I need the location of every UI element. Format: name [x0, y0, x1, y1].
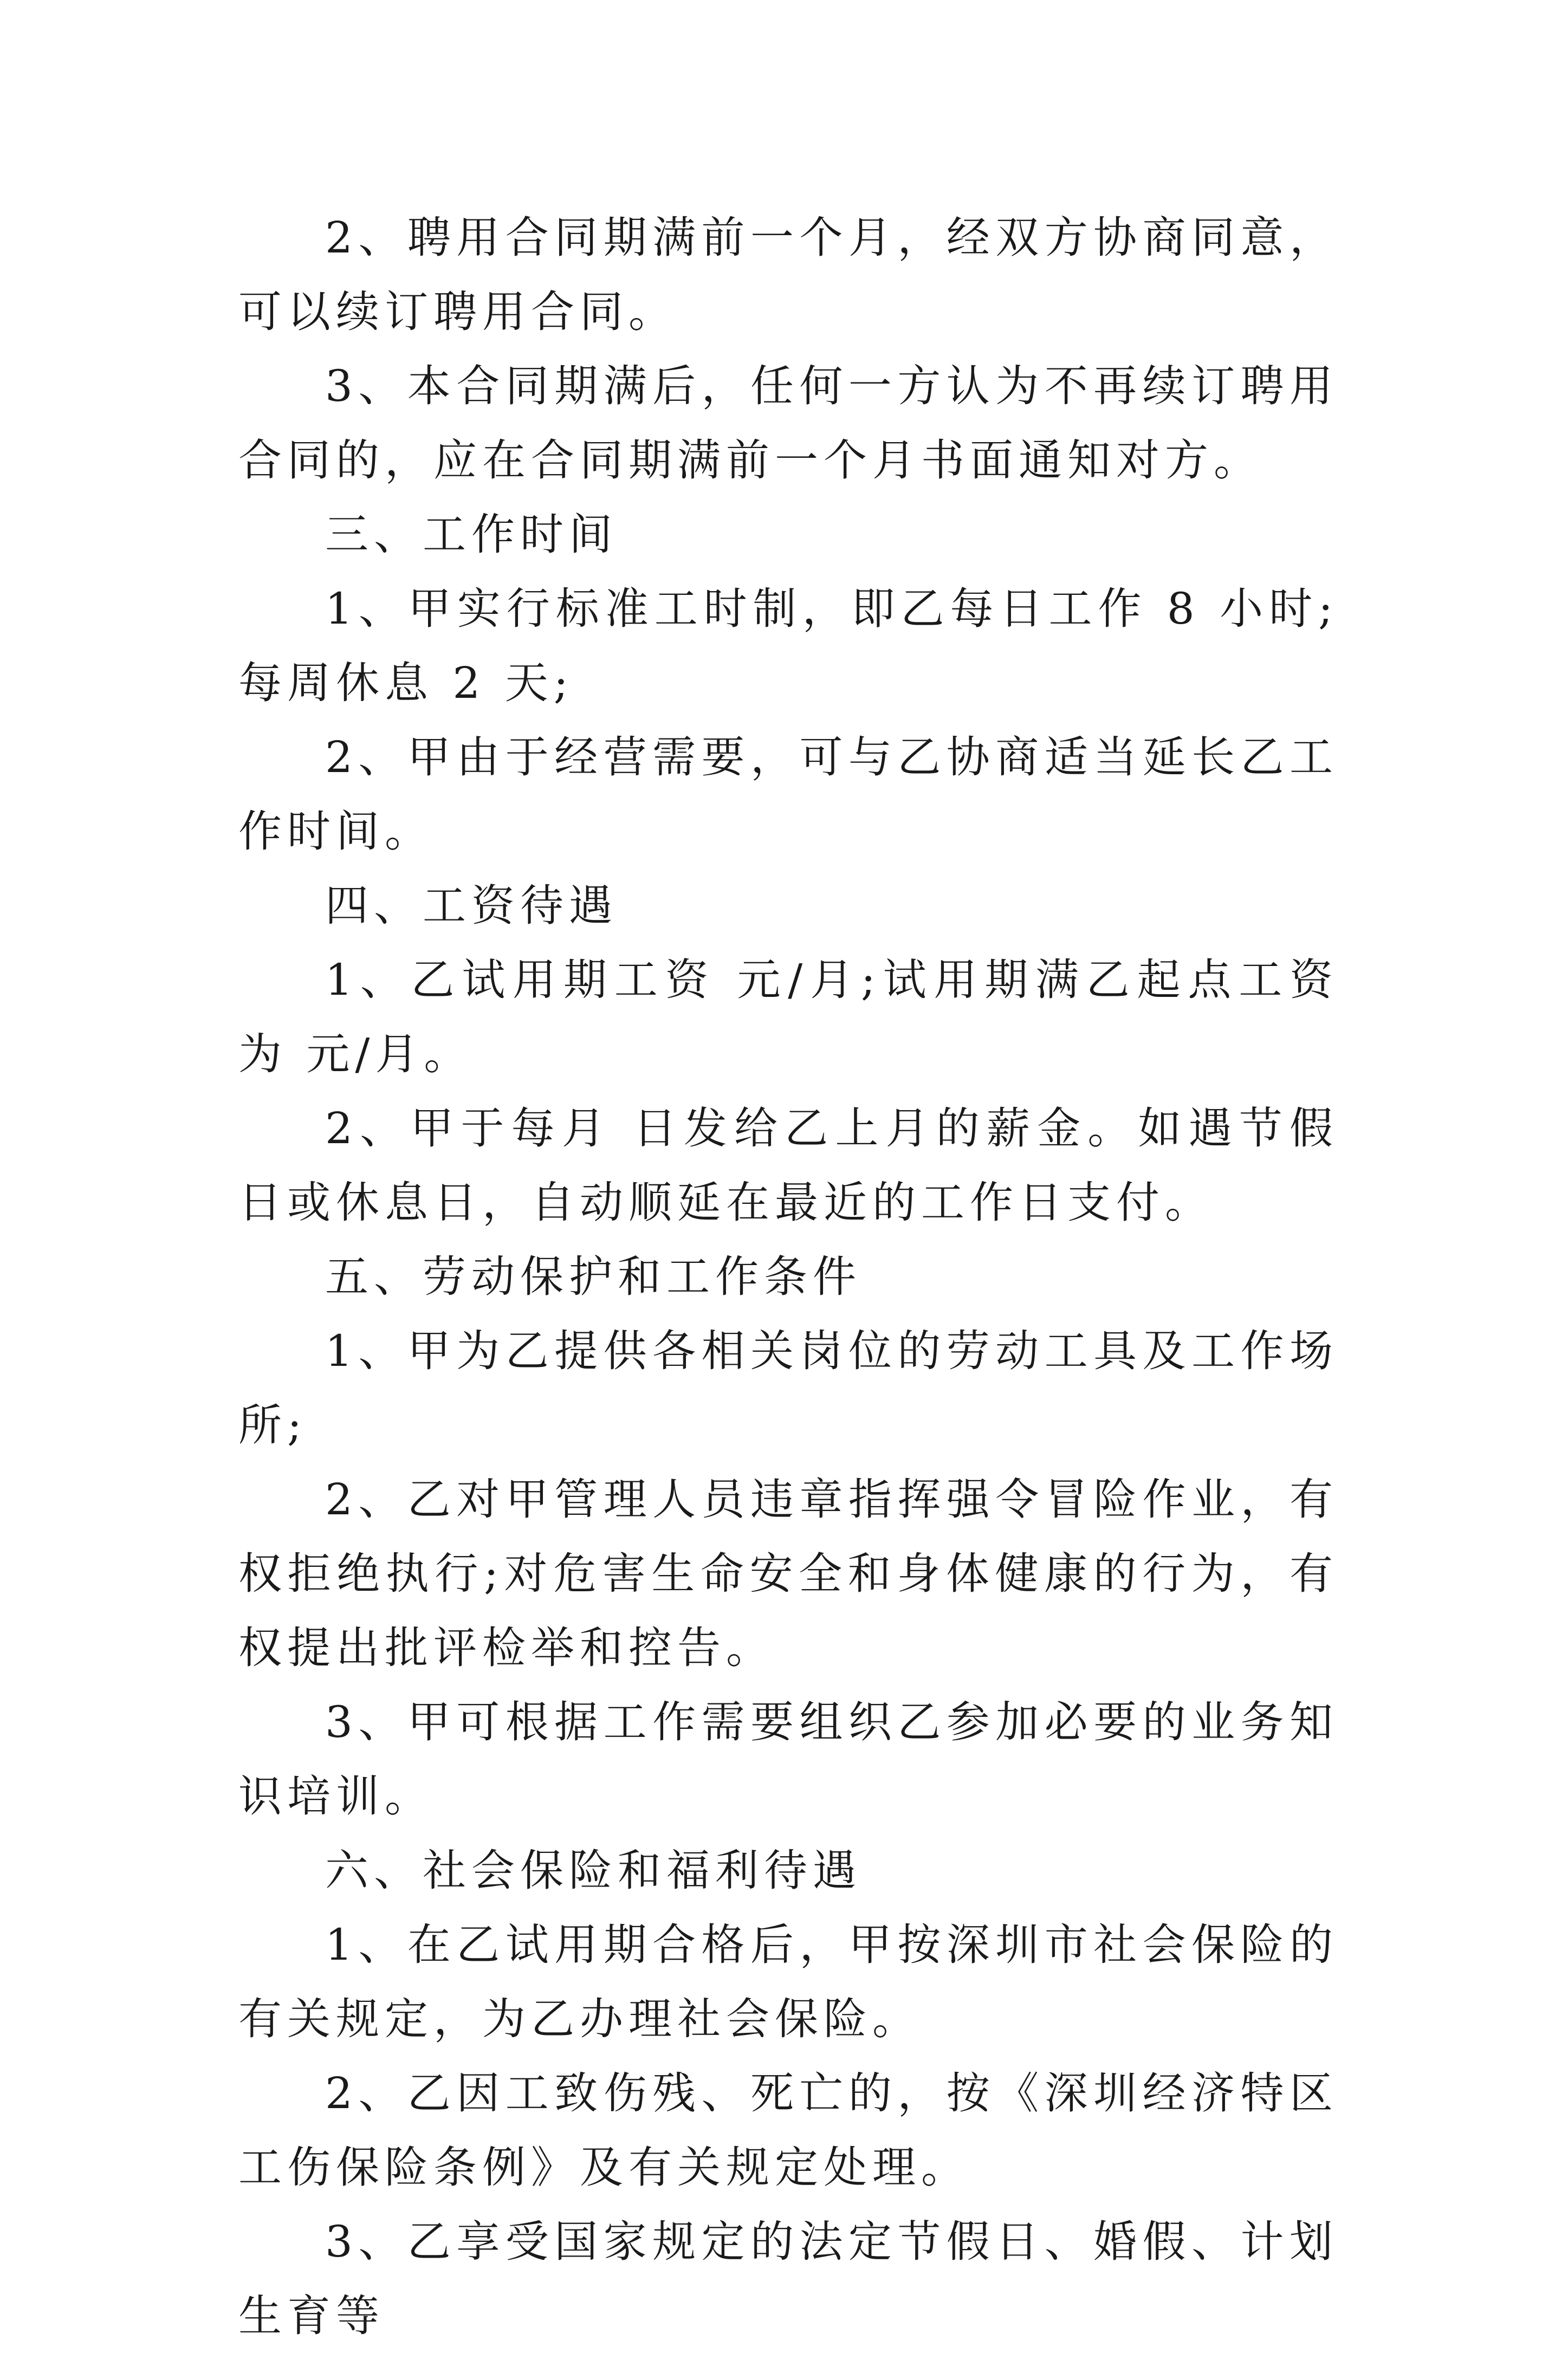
paragraph-holidays: 3、乙享受国家规定的法定节假日、婚假、计划生育等 [238, 2216, 1338, 2341]
section-heading-working-hours: 三、工作时间 [325, 509, 618, 560]
paragraph-social-insurance: 1、在乙试用期合格后，甲按深圳市社会保险的有关规定，为乙办理社会保险。 [238, 1920, 1338, 2044]
section-heading-wages: 四、工资待遇 [325, 880, 618, 931]
section-heading-social-insurance: 六、社会保险和福利待遇 [325, 1845, 861, 1896]
section-heading-labor-protection: 五、劳动保护和工作条件 [325, 1252, 861, 1302]
paragraph-probation-wage: 1、乙试用期工资 元/月;试用期满乙起点工资为 元/月。 [238, 955, 1338, 1079]
paragraph-pay-date: 2、甲于每月 日发给乙上月的薪金。如遇节假日或休息日，自动顺延在最近的工作日支付。 [238, 1103, 1338, 1228]
paragraph-renewal: 2、聘用合同期满前一个月，经双方协商同意，可以续订聘用合同。 [238, 212, 1338, 337]
paragraph-work-injury: 2、乙因工致伤残、死亡的，按《深圳经济特区工伤保险条例》及有关规定处理。 [238, 2068, 1338, 2193]
paragraph-tools-workplace: 1、甲为乙提供各相关岗位的劳动工具及工作场所; [238, 1326, 1338, 1450]
paragraph-standard-hours: 1、甲实行标准工时制，即乙每日工作 8 小时;每周休息 2 天; [238, 584, 1338, 708]
document-page [238, 200, 1338, 2353]
paragraph-training: 3、甲可根据工作需要组织乙参加必要的业务知识培训。 [238, 1697, 1338, 1822]
paragraph-refuse-unsafe-orders: 2、乙对甲管理人员违章指挥强令冒险作业，有权拒绝执行;对危害生命安全和身体健康的行为，有权提出批评检举和控告。 [238, 1474, 1338, 1673]
paragraph-overtime: 2、甲由于经营需要，可与乙协商适当延长乙工作时间。 [238, 732, 1338, 857]
paragraph-non-renewal-notice: 3、本合同期满后，任何一方认为不再续订聘用合同的，应在合同期满前一个月书面通知对方。 [238, 361, 1338, 485]
